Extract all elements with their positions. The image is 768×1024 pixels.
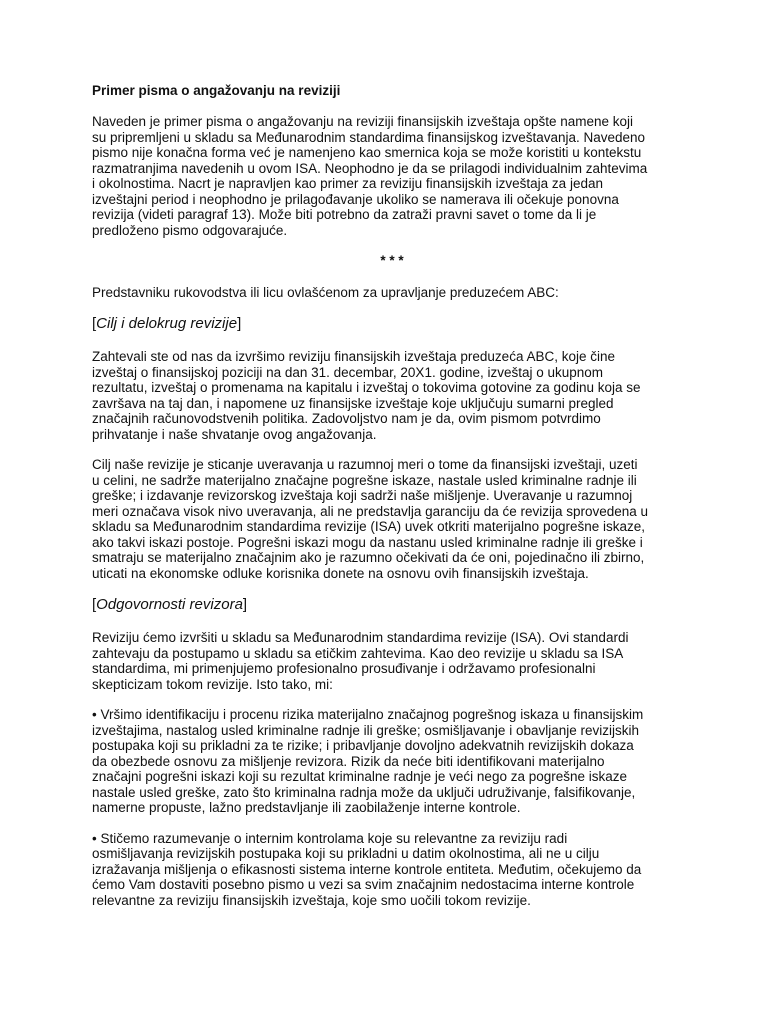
text-line: razmatranjima navedenih u ovom ISA. Neophodno je da se prilagodi individualnim zahtevima (92, 160, 648, 176)
text-line: • Vršimo identifikaciju i procenu rizika materijalno značajnog pogrešnog iskaza u finansijskim (92, 707, 644, 722)
text-line: revizija (videti paragraf 13). Može biti potrebno da zatraži pravni savet o tome da li je (92, 207, 597, 222)
addressee-line (92, 285, 692, 301)
objective-paragraph-2 (92, 457, 692, 581)
section-heading-objective: [Cilj i delokrug revizije] (92, 315, 242, 332)
text-line: značajnih računovodstvenih politika. Zadovoljstvo nam je da, ovim pismom potvrdimo (92, 411, 601, 426)
text-line: skepticizam tokom revizije. Isto tako, mi: (92, 676, 333, 692)
text-line: rezultatu, izveštaj o promenama na kapitalu i izveštaj o tokovima gotovine za godinu koja se (92, 380, 641, 395)
text-line: standardima, mi primenjujemo profesionalno prosuđivanje i održavamo profesionalni (92, 661, 596, 676)
text-line: izveštaj o finansijskoj poziciji na dan 31. decembar, 20X1. godine, izveštaj o ukupnom (92, 364, 604, 380)
text-line: završava na taj dan, i napomene uz finansijske izveštaje koje uključuju sumarni pregled (92, 395, 614, 411)
section-heading-responsibilities-label: Odgovornosti revizora (96, 596, 243, 613)
text-line: izveštajima, nastalog usled kriminalne radnje ili greške; osmišljavanje i obavljanje revizijskih (92, 722, 639, 738)
text-line: ako takvi iskazi postoje. Pogrešni iskazi mogu da nastanu usled kriminalne radnje ili greške i (92, 534, 643, 550)
text-line: osmišljavanja revizijskih postupaka koji su prikladni u datim okolnostima, ali ne u cilju (92, 846, 600, 861)
text-line: izveštajni period i neophodno je prilagođavanje ukoliko se namerava ili očekuje ponovna (92, 191, 619, 207)
text-line: nastale usled greške, zato što kriminalna radnja može da uključi udruživanje, falsifikovanje, (92, 784, 636, 800)
responsibilities-paragraph (92, 630, 692, 692)
text-line: meri označava visok nivo uveravanja, ali ne predstavlja garanciju da će revizija sprovedena u (92, 503, 649, 519)
text-line: Reviziju ćemo izvršiti u skladu sa Međunarodnim standardima revizije (ISA). Ovi standardi (92, 630, 629, 645)
text-line: • Stičemo razumevanje o internim kontrolama koje su relevantne za reviziju radi (92, 830, 568, 846)
text-line: Zahtevali ste od nas da izvršimo reviziju finansijskih izveštaja preduzeća ABC, koje čine (92, 349, 615, 364)
document-title: Primer pisma o angažovanju na reviziji (92, 83, 341, 98)
text-line: relevantne za reviziju finansijskih izveštaja, koje smo uočili tokom revizije. (92, 892, 531, 908)
addressee-text: Predstavniku rukovodstva ili licu ovlašćenom za upravljanje preduzećem ABC: (92, 284, 559, 300)
text-line: i okolnostima. Nacrt je napravljen kao primer za reviziju finansijskih izveštaja za jedan (92, 176, 603, 191)
text-line: zahtevaju da postupamo u skladu sa etičkim zahtevima. Kao deo revizije u skladu sa ISA (92, 645, 624, 661)
text-line: prihvatanje i naše shvatanje ovog angažovanja. (92, 426, 377, 442)
text-line: predloženo pismo odgovarajuće. (92, 222, 288, 238)
section-heading-objective-label: Cilj i delokrug revizije (96, 315, 238, 332)
text-line: da obezbede osnovu za mišljenje revizora. Rizik da neće biti identifikovani materijalno (92, 753, 605, 769)
objective-paragraph-1 (92, 349, 692, 442)
text-line: pismo nije konačna forma već je namenjeno kao smernica koja se može koristiti u kontekstu (92, 145, 642, 160)
separator: * * * (380, 253, 404, 268)
text-line: značajni pogrešni iskazi koji su rezultat kriminalne radnje je veći nego za pogrešne iskaze (92, 769, 628, 784)
bullet-item-risk-assessment (92, 707, 692, 816)
text-line: skladu sa Međunarodnim standardima revizije (ISA) uvek otkriti materijalno pogrešne iskaze, (92, 519, 645, 534)
text-line: izražavanja mišljenja o efikasnosti sistema interne kontrole entiteta. Međutim, očekujemo da (92, 861, 642, 877)
text-line: ćemo Vam dostaviti posebno pismo u vezi sa svim značajnim nedostacima interne kontrole (92, 877, 635, 892)
text-line: greške; i izdavanje revizorskog izveštaja koji sadrži naše mišljenje. Uveravanje u razumnoj (92, 488, 633, 503)
intro-paragraph (92, 114, 692, 238)
text-line: u celini, ne sadrže materijalno značajne pogrešne iskaze, nastale usled kriminalne radnje ili (92, 472, 637, 488)
text-line: su pripremljeni u skladu sa Međunarodnim standardima finansijskog izveštavanja. Navedeno (92, 129, 646, 145)
text-line: smatraju se materijalno značajnim ako je razumno očekivati da će oni, pojedinačno ili zbirno, (92, 550, 645, 565)
text-line: namerne propuste, lažno predstavljanje ili zaobilaženje interne kontrole. (92, 800, 521, 815)
text-line: Cilj naše revizije je sticanje uveravanja u razumnoj meri o tome da finansijski izveštaji, uzeti (92, 457, 638, 472)
section-heading-responsibilities: [Odgovornosti revizora] (92, 596, 248, 613)
text-line: postupaka koji su prikladni za te rizike; i pribavljanje dovoljno adekvatnih revizijskih dokaza (92, 738, 634, 753)
bullet-item-internal-control (92, 831, 692, 909)
text-line: Naveden je primer pisma o angažovanju na reviziji finansijskih izveštaja opšte namene koji (92, 114, 634, 129)
document-page (92, 82, 692, 923)
text-line: uticati na ekonomske odluke korisnika donete na osnovu ovih finansijskih izveštaja. (92, 565, 589, 581)
